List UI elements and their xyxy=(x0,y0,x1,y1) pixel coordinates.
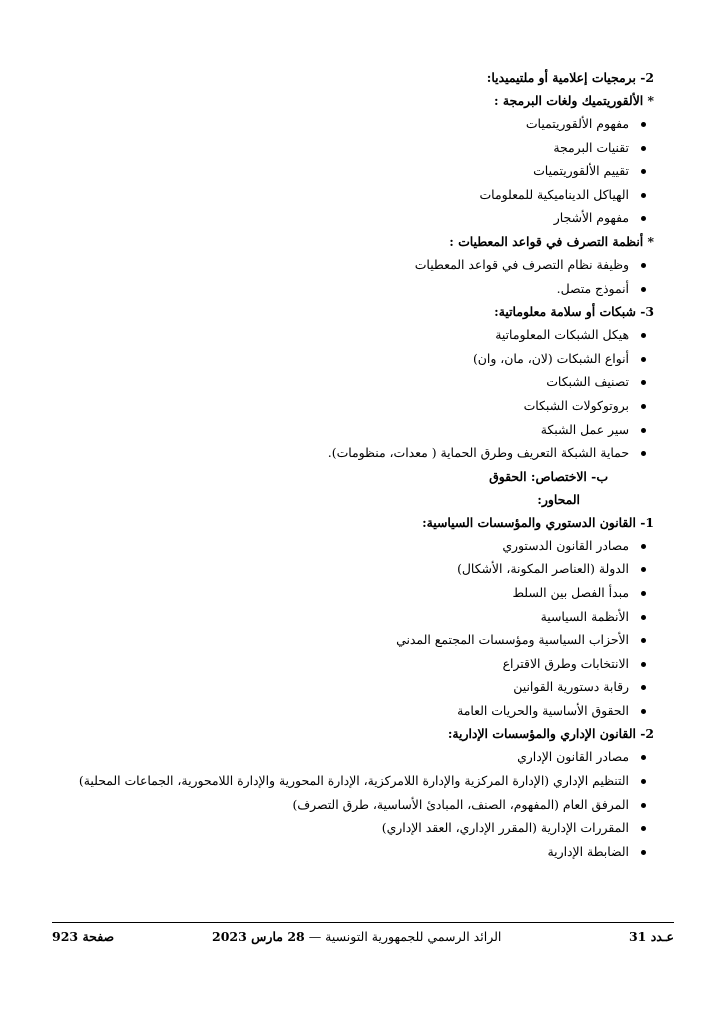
list-item-text: بروتوكولات الشبكات xyxy=(523,397,629,413)
list-item xyxy=(50,816,660,840)
list-item-text: رقابة دستورية القوانين xyxy=(513,679,629,695)
bullet-icon xyxy=(641,755,646,760)
list-item-text: المقررات الإدارية (المقرر الإداري، العقد الإداري) xyxy=(381,820,629,836)
list-item xyxy=(50,840,660,864)
bullet-icon xyxy=(641,357,646,362)
section-heading: 2- القانون الإداري والمؤسسات الإدارية: xyxy=(447,726,654,742)
list-item-text: الأحزاب السياسية ومؤسسات المجتمع المدني xyxy=(396,632,629,648)
list-item xyxy=(50,206,660,230)
list-item xyxy=(50,769,660,793)
list-item xyxy=(50,699,660,723)
bullet-icon xyxy=(641,544,646,549)
list-item xyxy=(50,394,660,418)
list-item xyxy=(50,159,660,183)
list-item xyxy=(50,136,660,160)
list-item xyxy=(50,183,660,207)
bullet-icon xyxy=(641,638,646,643)
list-item-text: المرفق العام (المفهوم، الصنف، المبادئ الأساسية، طرق التصرف) xyxy=(292,796,629,812)
document-body xyxy=(50,66,660,863)
list-item xyxy=(50,112,660,136)
section-heading: 2- برمجيات إعلامية أو ملتيميديا: xyxy=(486,70,654,85)
list-item-text: تصنيف الشبكات xyxy=(546,374,629,390)
bullet-icon xyxy=(641,685,646,690)
list-item-text: الأنظمة السياسية xyxy=(540,608,629,624)
list-item-text: الهياكل الديناميكية للمعلومات xyxy=(479,186,629,202)
section-heading: 3- شبكات أو سلامة معلوماتية: xyxy=(494,304,654,320)
bullet-list xyxy=(50,745,660,863)
journal-title xyxy=(212,929,501,944)
bullet-icon xyxy=(641,451,646,456)
section-heading: ب- الاختصاص: الحقوق xyxy=(489,468,608,484)
list-item xyxy=(50,793,660,817)
list-item xyxy=(50,745,660,769)
list-item-text: مصادر القانون الإداري xyxy=(517,749,629,765)
list-item xyxy=(50,581,660,605)
list-item xyxy=(50,534,660,558)
bullet-icon xyxy=(641,826,646,831)
issue-number: عـدد 31 xyxy=(628,929,674,944)
list-item-text: الحقوق الأساسية والحريات العامة xyxy=(457,702,629,718)
list-item-text: التنظيم الإداري (الإدارة المركزية والإدارة اللامركزية، الإدارة المحورية والإدارة اللامحورية، الجماعات المحلية) xyxy=(78,773,629,789)
list-item xyxy=(50,323,660,347)
list-item xyxy=(50,441,660,465)
list-item-text: مفهوم الأشجار xyxy=(553,210,629,226)
bullet-icon xyxy=(641,216,646,221)
list-item-text: الضابطة الإدارية xyxy=(547,843,629,859)
bullet-icon xyxy=(641,333,646,338)
list-item xyxy=(50,557,660,581)
bullet-icon xyxy=(641,850,646,855)
list-item xyxy=(50,652,660,676)
section-heading: المحاور: xyxy=(537,491,580,507)
list-item-text: حماية الشبكة التعريف وطرق الحماية ( معدات، منظومات). xyxy=(327,445,629,461)
bullet-icon xyxy=(641,380,646,385)
journal-name: الرائد الرسمي للجمهورية التونسية — xyxy=(308,929,502,944)
bullet-icon xyxy=(641,615,646,620)
bullet-icon xyxy=(641,803,646,808)
bullet-icon xyxy=(641,779,646,784)
section-heading: * الألقوريتميك ولغات البرمجة : xyxy=(493,93,654,108)
list-item-text: سير عمل الشبكة xyxy=(540,421,629,437)
bullet-icon xyxy=(641,591,646,596)
section-heading: * أنظمة التصرف في قواعد المعطيات : xyxy=(449,233,654,249)
bullet-icon xyxy=(641,263,646,268)
list-item-text: تقييم الألقوريتميات xyxy=(533,163,629,179)
bullet-icon xyxy=(641,287,646,292)
list-item-text: مبدأ الفصل بين السلط xyxy=(512,584,629,600)
list-item xyxy=(50,628,660,652)
list-item xyxy=(50,605,660,629)
section-heading: 1- القانون الدستوري والمؤسسات السياسية: xyxy=(422,514,654,530)
list-item-text: هيكل الشبكات المعلوماتية xyxy=(495,327,629,343)
list-item-text: مفهوم الألقوريتميات xyxy=(525,116,629,131)
bullet-list xyxy=(50,534,660,723)
list-item xyxy=(50,418,660,442)
bullet-icon xyxy=(641,567,646,572)
page-footer xyxy=(52,922,674,951)
bullet-icon xyxy=(641,146,646,151)
list-item xyxy=(50,675,660,699)
bullet-icon xyxy=(641,169,646,174)
bullet-icon xyxy=(641,709,646,714)
bullet-list xyxy=(50,323,660,465)
list-item-text: وظيفة نظام التصرف في قواعد المعطيات xyxy=(414,256,629,272)
list-item-text: الدولة (العناصر المكونة، الأشكال) xyxy=(457,561,629,577)
list-item-text: تقنيات البرمجة xyxy=(553,139,629,155)
list-item xyxy=(50,253,660,277)
list-item xyxy=(50,347,660,371)
bullet-icon xyxy=(641,404,646,409)
page-number: صفحة 923 xyxy=(52,929,115,944)
bullet-list xyxy=(50,112,660,230)
list-item-text: أنموذج متصل. xyxy=(556,280,629,296)
bullet-icon xyxy=(641,662,646,667)
list-item xyxy=(50,370,660,394)
issue-date: 28 مارس 2023 xyxy=(212,929,305,944)
list-item-text: الانتخابات وطرق الاقتراع xyxy=(502,655,629,671)
bullet-list xyxy=(50,253,660,300)
list-item-text: مصادر القانون الدستوري xyxy=(502,537,629,553)
bullet-icon xyxy=(641,193,646,198)
bullet-icon xyxy=(641,428,646,433)
bullet-icon xyxy=(641,122,646,127)
list-item-text: أنواع الشبكات (لان، مان، وان) xyxy=(472,350,629,366)
list-item xyxy=(50,277,660,301)
